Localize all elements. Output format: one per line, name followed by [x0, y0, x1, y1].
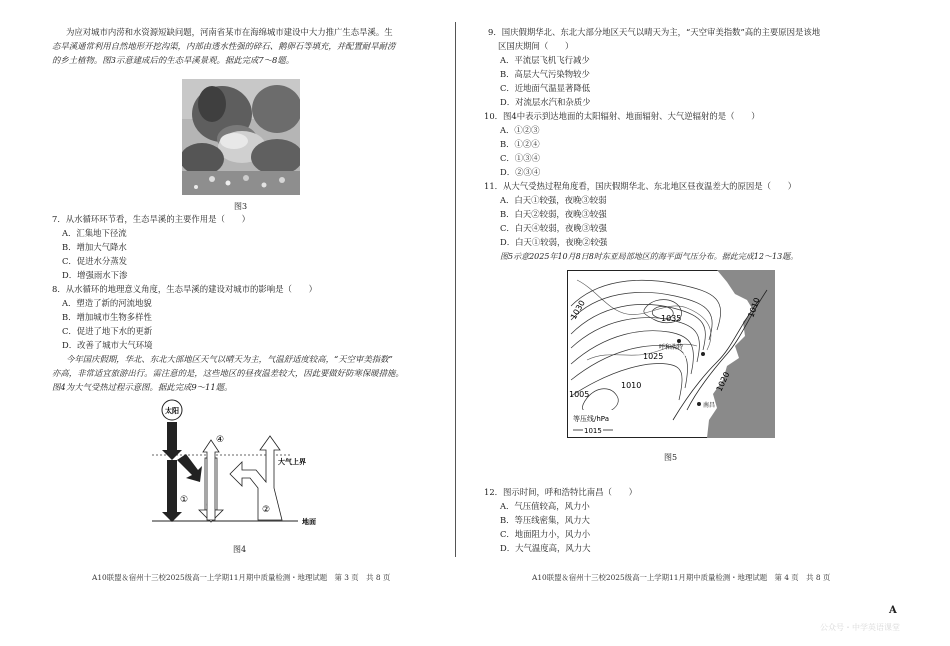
- city-huhehaote: 呼和浩特: [659, 344, 684, 351]
- column-divider: [455, 22, 456, 557]
- city-shijiazhuang: 石家庄: [669, 353, 688, 360]
- q11-option-d: D．白天①较弱，夜晚②较强: [500, 237, 608, 247]
- q9-option-d: D．对流层水汽和杂质少: [500, 97, 591, 107]
- intro2-line1: 今年国庆假期，华北、东北大部地区天气以晴天为主，气温舒适度较高，“天空审美指数”: [66, 354, 393, 364]
- intro1-line3: 的乡土植物。图3示意建成后的生态旱溪景观。据此完成7～8题。: [52, 55, 295, 65]
- isobar-1010-east: 1010: [746, 296, 762, 319]
- question-10: 10．图4中表示到达地面的太阳辐射、地面辐射、大气逆辐射的是（ ）: [484, 111, 760, 121]
- isobar-1010-west: 1010: [621, 381, 642, 390]
- intro3: 图5示意2025年10月8日8时东亚局部地区的海平面气压分布。据此完成12～13题。: [500, 252, 799, 261]
- q7-option-a: A．汇集地下径流: [62, 228, 127, 238]
- watermark: 公众号・中学英语课堂: [820, 623, 900, 632]
- isobar-1020: 1020: [714, 370, 732, 393]
- figure3-caption: 图3: [234, 202, 248, 211]
- q7-option-c: C．促进水分蒸发: [62, 256, 128, 266]
- ground-label: 地面: [302, 518, 316, 526]
- city-nanchang: 南昌: [703, 402, 716, 409]
- figure5-pressure-map: [567, 270, 775, 438]
- q12-option-d: D．大气温度高，风力大: [500, 543, 591, 553]
- sun-label: 太阳: [165, 407, 179, 415]
- right-footer: A10联盟＆宿州十三校2025级高一上学期11月期中质量检测・地理试题 第 4 页 共 8 页: [532, 573, 831, 582]
- q12-option-a: A．气压值较高，风力小: [500, 501, 590, 511]
- q7-option-d: D．增强雨水下渗: [62, 270, 128, 280]
- arrow-4-label: ④: [216, 435, 225, 445]
- intro1-line1: 为应对城市内涝和水资源短缺问题，河南省某市在海绵城市建设中大力推广生态旱溪。生: [66, 27, 393, 37]
- legend-value: 1015: [584, 427, 602, 435]
- figure5-caption: 图5: [664, 453, 678, 462]
- left-footer: A10联盟＆宿州十三校2025级高一上学期11月期中质量检测・地理试题 第 3 页 共 8 页: [92, 573, 391, 582]
- question-9-line2: 区国庆期间（ ）: [498, 41, 574, 51]
- q9-option-a: A．平流层飞机飞行减少: [500, 55, 590, 65]
- incoming-radiation-arrow: [167, 422, 177, 450]
- arrow-2-label: ②: [262, 505, 271, 515]
- question-12: 12．图示时间，呼和浩特比南昌（ ）: [484, 487, 638, 497]
- q8-option-d: D．改善了城市大气环境: [62, 340, 153, 350]
- intro2-line2: 亦高，非常适宜旅游出行。需注意的是，这些地区的昼夜温差较大，因此要做好防寒保暖措施。: [52, 368, 404, 378]
- isobar-1025: 1025: [643, 352, 664, 361]
- q10-option-d: D．②③④: [500, 167, 541, 177]
- q8-option-c: C．促进了地下水的更新: [62, 326, 153, 336]
- question-11: 11．从大气受热过程角度看，国庆假期华北、东北地区昼夜温差大的原因是（ ）: [484, 181, 797, 191]
- reflected-arrow: [177, 454, 202, 482]
- arrow-1-shaft: [167, 460, 177, 512]
- figure3-photo: [182, 79, 300, 195]
- isobar-1005: 1005: [569, 390, 590, 399]
- q8-option-b: B．增加城市生物多样性: [62, 312, 152, 322]
- figure4-caption: 图4: [233, 545, 247, 554]
- q11-option-b: B．白天②较弱，夜晚③较强: [500, 209, 607, 219]
- q9-option-b: B．高层大气污染物较少: [500, 69, 590, 79]
- q10-option-c: C．①③④: [500, 153, 540, 163]
- q12-option-b: B．等压线密集，风力大: [500, 515, 590, 525]
- q10-option-b: B．①②④: [500, 139, 540, 149]
- isobar-1035: 1035: [661, 314, 682, 323]
- legend-title: 等压线/hPa: [573, 415, 609, 423]
- intro1-line2: 态旱溪通常利用自然地形开挖沟渠，内部由透水性强的碎石、鹅卵石等填充，并配置耐旱耐涝: [52, 41, 396, 51]
- arrow-1-label: ①: [180, 495, 189, 505]
- q11-option-a: A．白天①较强，夜晚③较弱: [500, 195, 607, 205]
- ground-radiation-arrow: [230, 436, 282, 520]
- figure4-diagram: [150, 398, 330, 540]
- q9-option-c: C．近地面气温显著降低: [500, 83, 591, 93]
- q11-option-c: C．白天④较弱，夜晚③较强: [500, 223, 607, 233]
- isobar-1030: 1030: [568, 298, 587, 321]
- q12-option-c: C．地面阻力小，风力小: [500, 529, 591, 539]
- q8-option-a: A．塑造了新的河流地貌: [62, 298, 152, 308]
- q7-option-b: B．增加大气降水: [62, 242, 127, 252]
- question-9-line1: 9．国庆假期华北、东北大部分地区天气以晴天为主，“天空审美指数”高的主要原因是该地: [488, 27, 821, 37]
- atmosphere-top-label: 大气上界: [278, 458, 306, 466]
- q10-option-a: A．①②③: [500, 125, 540, 135]
- page-mark: A: [889, 605, 897, 616]
- question-8: 8．从水循环的地理意义角度，生态旱溪的建设对城市的影响是（ ）: [52, 284, 317, 294]
- intro2-line3: 图4为大气受热过程示意图。据此完成9～11题。: [52, 382, 233, 392]
- question-7: 7．从水循环环节看，生态旱溪的主要作用是（ ）: [52, 214, 250, 224]
